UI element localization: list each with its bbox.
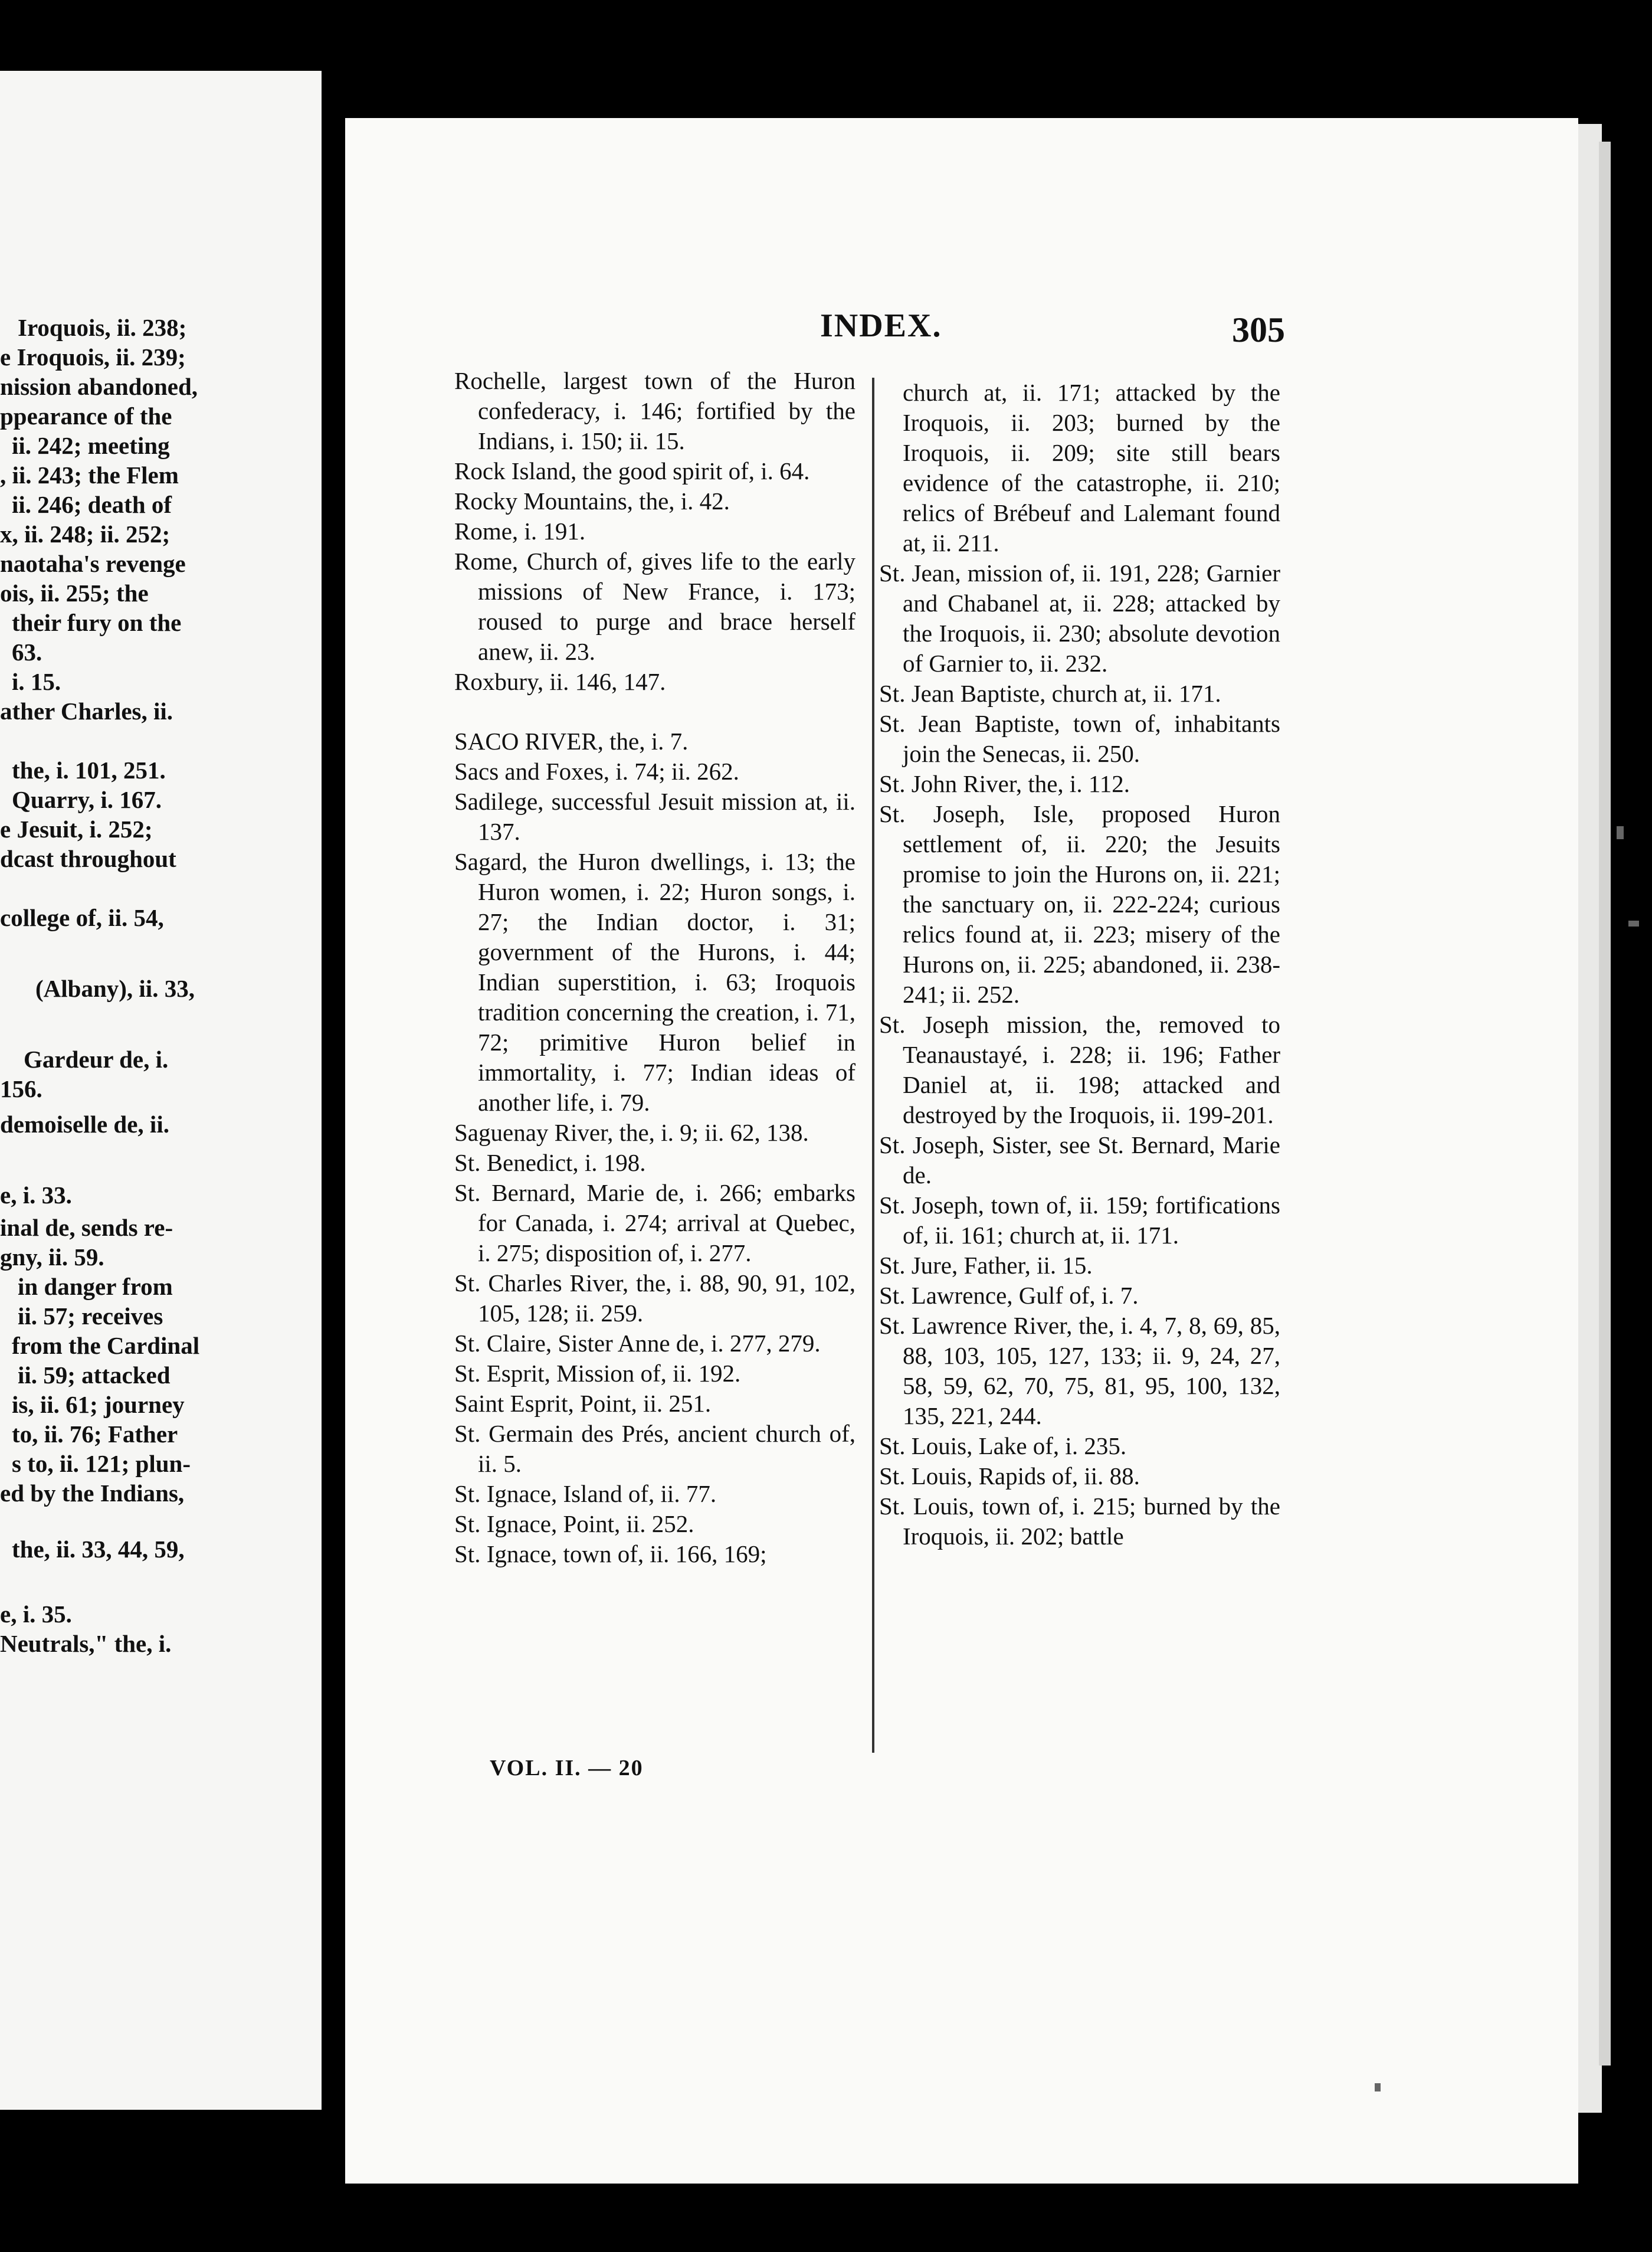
left-fragment: demoiselle de, ii. (0, 1111, 169, 1138)
index-entry: St. Joseph, Sister, see St. Bernard, Marie de. (879, 1131, 1280, 1189)
index-entry: St. Esprit, Mission of, ii. 192. (454, 1360, 741, 1387)
left-fragment: nission abandoned, (0, 373, 198, 400)
index-entry: Sagard, the Huron dwellings, i. 13; the Huron women, i. 22; Huron songs, i. 27; the Indian doctor, i. 31; government of the Hurons, i. 44; Indian superstition, i. 63; Iroquois tradition concerning the creation, i. 71, 72; primitive Huron belief in immortality, i. 77; Indian ideas of another life, i. 79. (454, 848, 856, 1116)
index-entry: St. Jean Baptiste, town of, inhabitants join the Senecas, ii. 250. (879, 710, 1280, 767)
left-fragment: to, ii. 76; Father (12, 1420, 178, 1448)
index-entry: St. Benedict, i. 198. (454, 1149, 646, 1176)
left-fragment: ed by the Indians, (0, 1479, 185, 1507)
index-entry: Saguenay River, the, i. 9; ii. 62, 138. (454, 1119, 809, 1146)
index-entry: St. Joseph mission, the, removed to Teanaustayé, i. 228; ii. 196; Father Daniel at, ii. 198; attacked and destroyed by the Iroquois, ii. 199-201. (879, 1011, 1280, 1128)
index-entry: St. Louis, Rapids of, ii. 88. (879, 1462, 1140, 1490)
index-entry: Saint Esprit, Point, ii. 251. (454, 1390, 712, 1417)
left-fragment: 156. (0, 1075, 42, 1102)
section-gap (454, 697, 856, 726)
index-entry: Roxbury, ii. 146, 147. (454, 668, 666, 695)
index-entry: St. Jure, Father, ii. 15. (879, 1252, 1093, 1279)
index-entry: St. Joseph, Isle, proposed Huron settlement of, ii. 220; the Jesuits promise to join the Hurons on, ii. 221; the sanctuary on, ii. 222-224; curious relics found at, ii. 223; misery of the Hurons on, ii. 225; abandoned, ii. 238-241; ii. 252. (879, 800, 1280, 1008)
left-fragment: Neutrals," the, i. (0, 1630, 172, 1657)
left-fragment: x, ii. 248; ii. 252; (0, 521, 171, 548)
left-fragment: e Iroquois, ii. 239; (0, 343, 186, 371)
index-entry: Rome, i. 191. (454, 518, 586, 545)
column-divider (872, 378, 874, 1753)
left-fragment: i. 15. (12, 668, 61, 695)
left-fragment: s to, ii. 121; plun- (12, 1450, 191, 1477)
left-fragment: ppearance of the (0, 402, 172, 430)
scan-speck (1628, 921, 1639, 927)
left-fragment: ii. 57; receives (18, 1302, 163, 1330)
left-fragment: gny, ii. 59. (0, 1243, 104, 1271)
page-title: INDEX. (820, 307, 942, 344)
index-entry: St. Joseph, town of, ii. 159; fortifications of, ii. 161; church at, ii. 171. (879, 1192, 1280, 1249)
page-edge (1578, 124, 1602, 2113)
index-entry: St. Charles River, the, i. 88, 90, 91, 102, 105, 128; ii. 259. (454, 1269, 856, 1327)
left-fragment: ather Charles, ii. (0, 698, 173, 725)
index-entry: St. Jean Baptiste, church at, ii. 171. (879, 680, 1221, 707)
left-fragment: e, i. 33. (0, 1181, 72, 1209)
left-fragment: Quarry, i. 167. (12, 786, 162, 813)
index-entry: St. Ignace, Island of, ii. 77. (454, 1480, 717, 1507)
page-edge-shadow (1599, 142, 1611, 2066)
index-column-left (454, 366, 856, 1569)
left-fragment: dcast throughout (0, 845, 176, 872)
left-fragment: (Albany), ii. 33, (35, 975, 195, 1002)
left-fragment: ii. 246; death of (12, 491, 172, 518)
signature-mark: VOL. II. — 20 (490, 1756, 644, 1780)
left-fragment: e, i. 35. (0, 1600, 72, 1628)
index-entry: St. Louis, Lake of, i. 235. (879, 1432, 1127, 1459)
left-fragment: ii. 59; attacked (18, 1361, 171, 1389)
index-column-right (879, 378, 1280, 1551)
index-entry: Sacs and Foxes, i. 74; ii. 262. (454, 758, 739, 785)
left-fragment: college of, ii. 54, (0, 904, 164, 931)
left-fragment: the, ii. 33, 44, 59, (12, 1536, 185, 1563)
index-entry: St. Lawrence River, the, i. 4, 7, 8, 69, 85, 88, 103, 105, 127, 133; ii. 9, 24, 27, 58, 59, 62, 70, 75, 81, 95, 100, 132, 135, 221, 244. (879, 1312, 1280, 1429)
left-page (0, 71, 322, 2110)
left-fragment: Gardeur de, i. (24, 1046, 169, 1073)
left-fragment: the, i. 101, 251. (12, 757, 166, 784)
index-entry: St. Lawrence, Gulf of, i. 7. (879, 1282, 1139, 1309)
left-fragment: inal de, sends re- (0, 1214, 173, 1241)
left-fragment: , ii. 243; the Flem (0, 461, 179, 489)
index-entry: St. Bernard, Marie de, i. 266; embarks for Canada, i. 274; arrival at Quebec, i. 275; disposition of, i. 277. (454, 1179, 856, 1266)
left-fragment: their fury on the (12, 609, 182, 636)
index-entry: St. Ignace, Point, ii. 252. (454, 1510, 694, 1537)
index-entry: SACO RIVER, the, i. 7. (454, 728, 689, 755)
left-fragment: from the Cardinal (12, 1332, 200, 1359)
index-entry: St. Claire, Sister Anne de, i. 277, 279. (454, 1330, 821, 1357)
left-fragment: e Jesuit, i. 252; (0, 816, 153, 843)
scan-speck (1375, 2083, 1381, 2091)
left-fragment: in danger from (18, 1273, 173, 1300)
left-fragment: Iroquois, ii. 238; (18, 314, 187, 341)
index-entry: St. Louis, town of, i. 215; burned by the Iroquois, ii. 202; battle (879, 1492, 1280, 1550)
index-entry: Rochelle, largest town of the Huron confederacy, i. 146; fortified by the Indians, i. 150; ii. 15. (454, 367, 856, 454)
index-entry: Rome, Church of, gives life to the early missions of New France, i. 173; roused to purge and brace herself anew, ii. 23. (454, 548, 856, 665)
scan-speck (1617, 826, 1624, 839)
index-entry: Rock Island, the good spirit of, i. 64. (454, 457, 810, 485)
index-entry: St. Jean, mission of, ii. 191, 228; Garnier and Chabanel at, ii. 228; attacked by the Iroquois, ii. 230; absolute devotion of Garnier to, ii. 232. (879, 559, 1280, 677)
index-entry: church at, ii. 171; attacked by the Iroquois, ii. 203; burned by the Iroquois, ii. 209; site still bears evidence of the catastrophe, ii. 210; relics of Brébeuf and Lalemant found at, ii. 211. (903, 379, 1280, 557)
index-entry: St. Ignace, town of, ii. 166, 169; (454, 1540, 767, 1567)
index-entry: Sadilege, successful Jesuit mission at, ii. 137. (454, 788, 856, 845)
left-fragment: 63. (12, 639, 42, 666)
left-fragment: is, ii. 61; journey (12, 1391, 185, 1418)
left-fragment: ii. 242; meeting (12, 432, 170, 459)
index-entry: St. John River, the, i. 112. (879, 770, 1130, 797)
left-fragment: ois, ii. 255; the (0, 580, 149, 607)
index-entry: St. Germain des Prés, ancient church of, ii. 5. (454, 1420, 856, 1477)
index-entry: Rocky Mountains, the, i. 42. (454, 487, 730, 515)
left-fragment: naotaha's revenge (0, 550, 186, 577)
page-number: 305 (1232, 310, 1285, 349)
